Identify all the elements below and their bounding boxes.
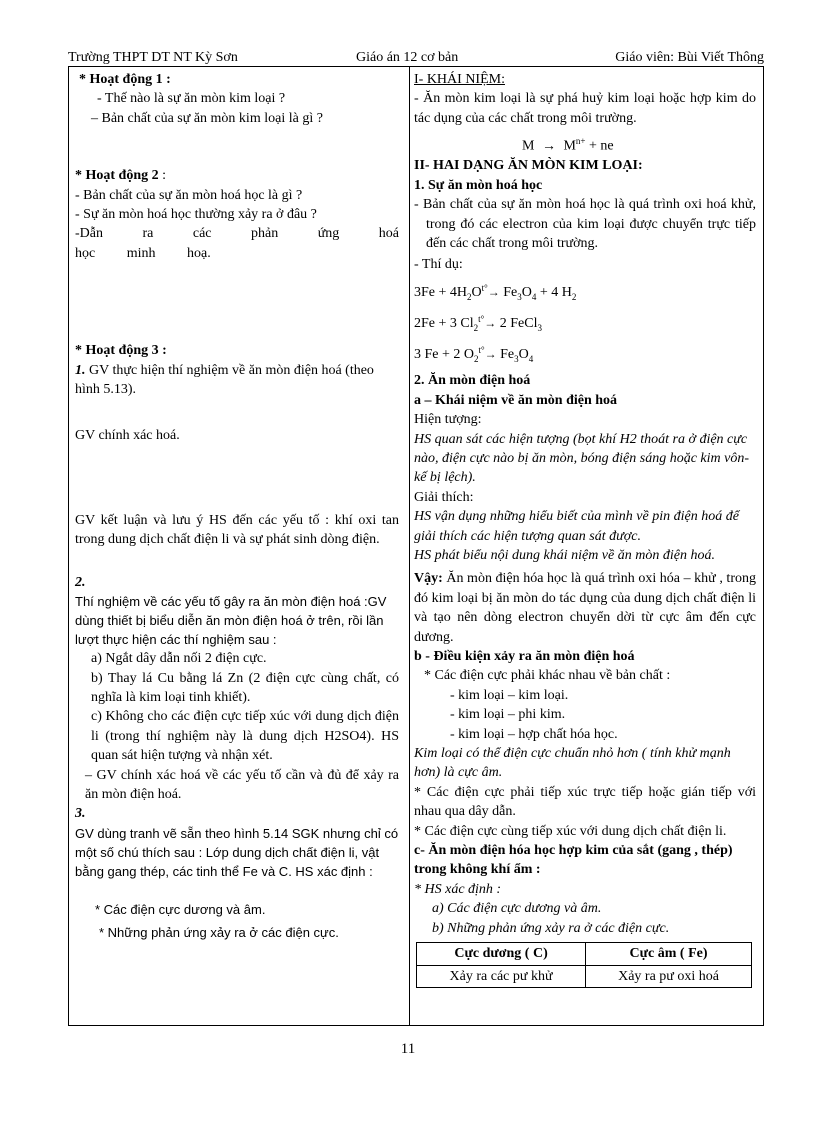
activity-2-question-1: - Bản chất của sự ăn mòn hoá học là gì ?: [75, 187, 303, 203]
conclusion-label: Vậy:: [414, 571, 443, 587]
reaction-2-rhs: 2 FeCl: [496, 315, 538, 331]
experiment-item-b: b) Thay lá Cu bằng lá Zn (2 điện cực cùng chất, có nghĩa là kim loại tinh khiết).: [91, 670, 399, 705]
gv-factors-note: – GV chính xác hoá về các yếu tố cần và đủ để xảy ra ăn mòn điện hoá.: [85, 767, 399, 802]
reaction-3-arrow: [479, 347, 497, 361]
column-divider: [409, 67, 410, 1025]
reaction-1-arrow: [481, 282, 500, 299]
reaction-3-temp: t°: [478, 345, 485, 356]
phenomenon-label: Hiện tượng:: [414, 412, 482, 428]
experiment-item-c: c) Không cho các điện cực tiếp xúc với dung dịch điện li (trong thí nghiệm này là dung dịch H2SO4). HS quan sát hiện tượng và nhận xét.: [91, 709, 399, 764]
reaction-1-sub-1: 2: [467, 291, 472, 302]
reaction-1: [414, 279, 756, 307]
activity-3-number: 1.: [75, 362, 86, 378]
activity-2-colon: :: [158, 168, 167, 184]
section-2-text: Thí nghiệm về các yếu tố gây ra ăn mòn điện hoá :GV dùng thiết bị biểu diễn ăn mòn điện hoá ở trên, rồi lần lượt thực hiện các thí nghiệm sau :: [75, 594, 387, 648]
section-1-title: I- KHÁI NIỆM:: [414, 72, 505, 87]
hs-determine: * HS xác định :: [414, 881, 502, 897]
pair-1: - kim loại – kim loại.: [450, 687, 569, 703]
eq-metal: M: [522, 138, 535, 154]
page-number: 11: [400, 1041, 416, 1057]
reaction-3-sub-1: 2: [474, 353, 479, 364]
determine-b: b) Những phản ứng xảy ra ở các điện cực.: [432, 920, 670, 936]
reaction-3-oxygen: O: [518, 347, 529, 363]
reaction-2-temp: t°: [478, 313, 485, 324]
cathode-note: Kim loại có thể điện cực chuẩn nhỏ hơn ( tính khử mạnh hơn) là cực âm.: [414, 746, 731, 781]
reaction-3-sub-2: 3: [514, 353, 519, 364]
determine-item-2: * Những phản ứng xảy ra ở các điện cực.: [99, 925, 339, 941]
reaction-2: [414, 310, 756, 338]
reaction-3-rhs: Fe: [496, 347, 515, 363]
activity-3-experiment: [75, 361, 399, 400]
table-cell-reduction: Xảy ra các pư khử: [417, 965, 586, 987]
determine-item-1: * Các điện cực dương và âm.: [95, 901, 266, 917]
school-name: Trường THPT DT NT Kỳ Sơn: [68, 50, 238, 65]
table-header-row: [417, 943, 752, 965]
reaction-2-lhs: 2Fe + 3 Cl: [414, 315, 474, 331]
reaction-2-sub-2: 3: [537, 322, 542, 333]
table-header-anode: Cực âm ( Fe): [586, 943, 752, 965]
section-2-title: II- HAI DẠNG ĂN MÒN KIM LOẠI:: [414, 158, 643, 174]
section-1-definition: - Ăn mòn kim loại là sự phá huỷ kim loại hoặc hợp kim do tác dụng của các chất trong môi trường.: [414, 91, 756, 126]
activity-2-title: [75, 166, 399, 185]
reaction-3-arrow-glyph: →: [484, 347, 497, 362]
activity-2-title-text: * Hoạt động 2: [75, 168, 159, 184]
gv-exact-note: GV chính xác hoá.: [75, 428, 180, 444]
condition-2: * Các điện cực phải tiếp xúc trực tiếp hoặc gián tiếp với nhau qua dây dẫn.: [414, 784, 756, 820]
explanation-label: Giải thích:: [414, 489, 474, 505]
activity-2-question-3: -Dẫn ra các phản ứng hoá học minh hoạ.: [75, 226, 399, 261]
electrochemical-concept-title: a – Khái niệm về ăn mòn điện hoá: [414, 392, 618, 408]
apply-text: HS vận dụng những hiểu biết của mình về pin điện hoá để giải thích các hiện tượng quan sát được.: [414, 509, 739, 544]
reaction-1-oxygen-2: O: [521, 284, 532, 300]
reaction-1-tail: + 4 H: [536, 284, 572, 300]
conclusion-text: [414, 569, 756, 647]
teacher-name: Giáo viên: Bùi Viết Thông: [615, 50, 764, 65]
table-cell-oxidation: Xảy ra pư oxi hoá: [586, 965, 752, 987]
section-3-text: GV dùng tranh vẽ sẵn theo hình 5.14 SGK nhưng chỉ có một số chú thích sau : Lớp dung dịch chất điện li, vật bằng gang thép, các tinh thể Fe và C. HS xác định :: [75, 825, 399, 879]
state-text: HS phát biểu nội dung khái niệm về ăn mòn điện hoá.: [414, 547, 715, 563]
conditions-title: b - Điều kiện xảy ra ăn mòn điện hoá: [414, 649, 635, 665]
pair-2: - kim loại – phi kim.: [450, 707, 566, 723]
lesson-table: [68, 66, 764, 1026]
conclusion-body: Ăn mòn điện hóa học là quá trình oxi hóa – khử , trong đó kim loại bị ăn mòn do tác dụng của dung dịch chất điện li và tạo nên dòng electron chuyển dời từ cực âm đến cực dương.: [414, 571, 756, 645]
table-row: [417, 965, 752, 987]
activity-1-title: * Hoạt động 1 :: [79, 72, 171, 87]
electrochemical-title: 2. Ăn mòn điện hoá: [414, 373, 531, 389]
chemical-corrosion-title: 1. Sự ăn mòn hoá học: [414, 177, 543, 193]
activity-1-question-1: - Thế nào là sự ăn mòn kim loại ?: [97, 91, 286, 107]
reaction-2-sub-1: 2: [473, 322, 479, 333]
example-label: - Thí dụ:: [414, 257, 463, 273]
reaction-1-lhs: 3Fe + 4H: [414, 284, 468, 300]
condition-3: * Các điện cực cùng tiếp xúc với dung dịch chất điện li.: [414, 823, 727, 839]
reaction-1-sub-2: 3: [517, 291, 522, 302]
reaction-1-arrow-glyph: →: [487, 284, 500, 299]
table-header-cathode: Cực dương ( C): [417, 943, 586, 965]
reaction-3-sub-3: 4: [528, 353, 534, 364]
reaction-1-rhs: Fe: [499, 284, 518, 300]
section-3-number: 3.: [75, 806, 86, 822]
reaction-1-sub-4: 2: [571, 291, 577, 302]
teacher-activity-column: [75, 70, 399, 943]
reaction-3: [414, 341, 756, 369]
determine-a: a) Các điện cực dương và âm.: [432, 901, 602, 917]
reaction-1-oxygen: O: [471, 284, 482, 300]
reaction-2-arrow: [478, 313, 497, 330]
ionization-equation: [414, 132, 756, 156]
reaction-1-sub-3: 4: [531, 291, 537, 302]
gv-conclusion: GV kết luận và lưu ý HS đến các yếu tố : khí oxi tan trong dung dịch chất điện li và sự phát sinh dòng điện.: [75, 512, 399, 548]
eq-arrow: →: [541, 138, 556, 154]
chemical-corrosion-text: - Bản chất của sự ăn mòn hoá học là quá trình oxi hoá khử, trong đó các electron của kim loại được chuyển trực tiếp đến các chất trong môi trường.: [414, 197, 756, 251]
pair-3: - kim loại – hợp chất hóa học.: [450, 726, 618, 742]
eq-ion: M: [563, 138, 576, 154]
activity-3-title: * Hoạt động 3 :: [75, 343, 167, 359]
observation-text: HS quan sát các hiện tượng (bọt khí H2 thoát ra ở điện cực nào, điện cực nào bị ăn mòn, bóng điện sáng hoặc kim vôn-kế bị lệch).: [414, 431, 750, 486]
activity-1-question-2: – Bản chất của sự ăn mòn kim loại là gì ?: [91, 110, 323, 126]
reaction-3-lhs: 3 Fe + 2 O: [414, 347, 475, 363]
reaction-2-arrow-glyph: →: [484, 315, 497, 330]
content-column: [414, 70, 756, 988]
subject-name: Giáo án 12 cơ bản: [356, 50, 459, 65]
activity-2-question-2: - Sự ăn mòn hoá học thường xảy ra ở đâu ?: [75, 207, 317, 223]
condition-1: * Các điện cực phải khác nhau về bản chất :: [424, 668, 671, 684]
electrode-table: [416, 942, 752, 988]
eq-electrons: + ne: [588, 138, 614, 154]
activity-3-text: GV thực hiện thí nghiệm về ăn mòn điện hoá (theo hình 5.13).: [75, 362, 374, 398]
reaction-1-temp: t°: [481, 282, 488, 293]
eq-charge: n+: [575, 136, 586, 147]
section-2-number: 2.: [75, 574, 86, 590]
experiment-item-a: a) Ngắt dây dẫn nối 2 điện cực.: [91, 651, 267, 667]
iron-alloy-title: c- Ăn mòn điện hóa học hợp kim của sắt (gang , thép) trong không khí ẩm :: [414, 843, 733, 878]
